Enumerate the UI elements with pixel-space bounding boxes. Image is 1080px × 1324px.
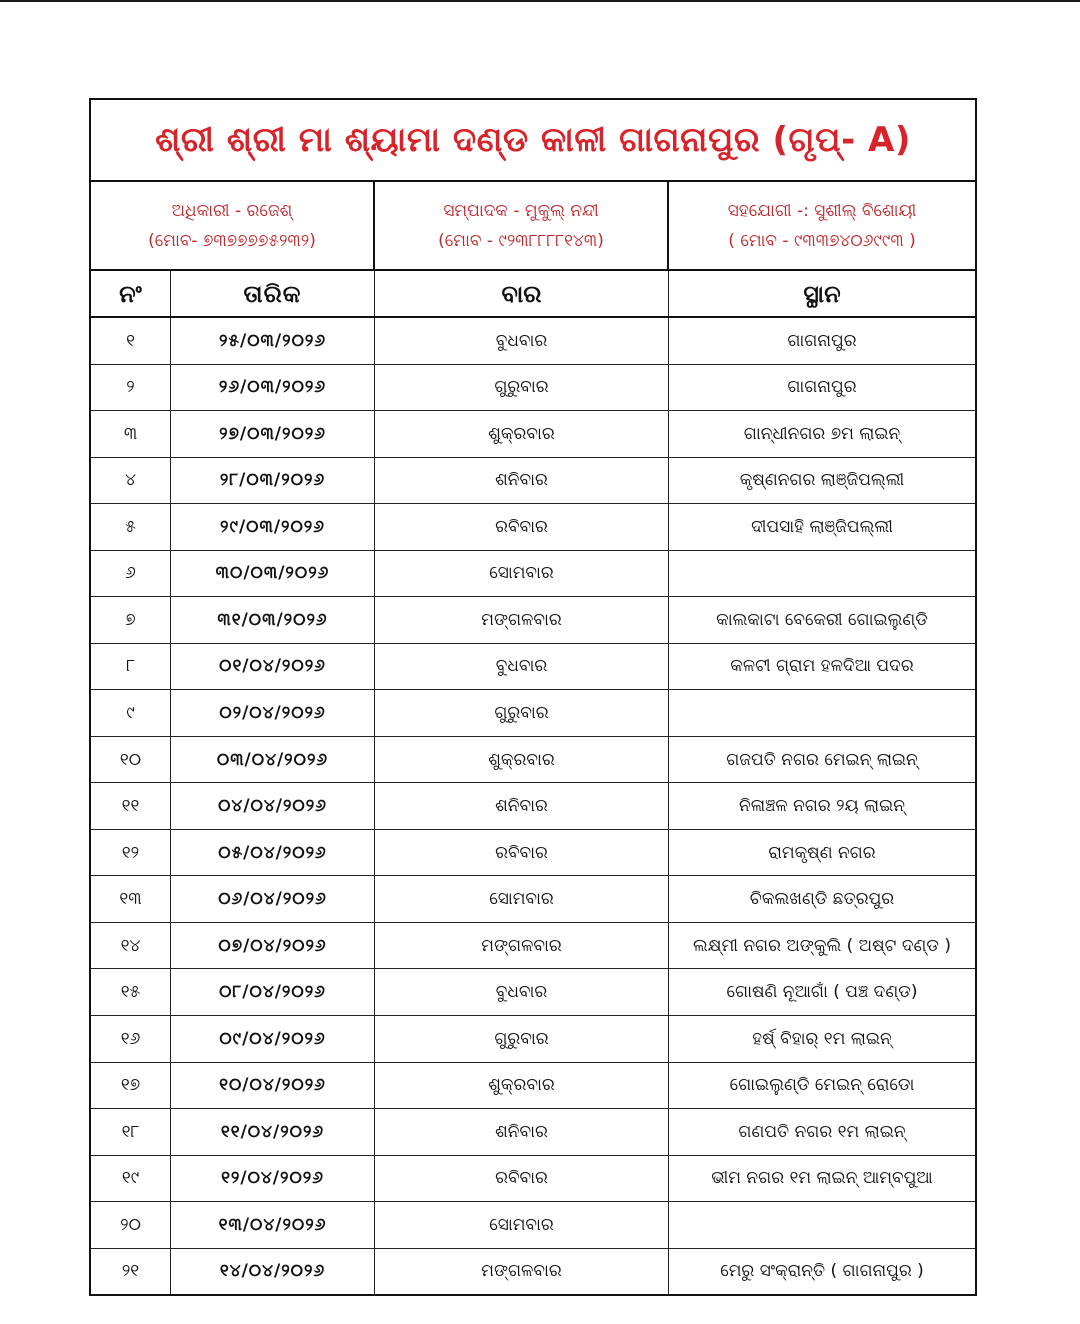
row-no: ୮ <box>91 644 171 690</box>
table-row <box>91 830 975 877</box>
top-border-line <box>0 0 1080 2</box>
official-sahayogi <box>669 182 975 269</box>
schedule-sheet <box>89 98 977 1296</box>
row-date: ୦୩/୦୪/୨୦୨୬ <box>171 737 375 783</box>
official-role: ଅଧିକାରୀ - ରଜେଶ୍ <box>171 200 293 221</box>
row-place: ଗାନ୍ଧୀନଗର ୭ମ ଲାଇନ୍ <box>743 423 901 444</box>
row-no: ୧୫ <box>91 969 171 1015</box>
row-day: ରବିବାର <box>375 504 669 550</box>
row-no: ୧୧ <box>91 783 171 829</box>
row-date: ୩୦/୦୩/୨୦୨୬ <box>171 551 375 597</box>
row-day: ସୋମବାର <box>375 876 669 922</box>
table-row <box>91 1249 975 1295</box>
row-day: ଶୁକ୍ରବାର <box>375 737 669 783</box>
row-place: ଗାଗନାପୁର <box>787 377 857 398</box>
row-date: ୦୮/୦୪/୨୦୨୬ <box>171 969 375 1015</box>
row-place: କୃଷ୍ଣନଗର ଲାଞ୍ଜିପଲ୍ଲୀ <box>739 470 905 491</box>
row-day: ଶନିବାର <box>375 783 669 829</box>
table-row <box>91 411 975 458</box>
row-day: ମଙ୍ଗଳବାର <box>375 1249 669 1295</box>
row-day: ଶନିବାର <box>375 1109 669 1155</box>
table-row <box>91 1016 975 1063</box>
row-date: ୨୬/୦୩/୨୦୨୬ <box>171 365 375 411</box>
row-place: ଗୋଷଣି ନୂଆଗାଁ ( ପଞ୍ଚ ଦଣ୍ଡ) <box>726 982 918 1003</box>
table-row <box>91 876 975 923</box>
table-row <box>91 923 975 970</box>
row-place <box>669 1202 975 1248</box>
row-no: ୧୯ <box>91 1156 171 1202</box>
row-date: ୦୭/୦୪/୨୦୨୬ <box>171 923 375 969</box>
table-row <box>91 644 975 691</box>
table-row <box>91 318 975 365</box>
table-header-row <box>91 271 975 318</box>
header-day: ବାର <box>375 271 669 316</box>
table-row <box>91 551 975 598</box>
official-role: ସମ୍ପାଦକ - ମୁକୁଲ୍ ନନ୍ଦୀ <box>443 200 599 221</box>
row-date: ୦୨/୦୪/୨୦୨୬ <box>171 690 375 736</box>
row-no: ୨୧ <box>91 1249 171 1295</box>
row-date: ୦୯/୦୪/୨୦୨୬ <box>171 1016 375 1062</box>
header-place: ସ୍ଥାନ <box>803 279 841 308</box>
row-no: ୫ <box>91 504 171 550</box>
row-no: ୧୪ <box>91 923 171 969</box>
table-row <box>91 737 975 784</box>
official-mobile: (ମୋବ - ୯୨୩୮୮୮୮୧୪୩) <box>438 230 604 251</box>
row-no: ୧୩ <box>91 876 171 922</box>
row-place: ହର୍ଷ୍ ବିହାର୍ ୧ମ ଲାଇନ୍ <box>752 1028 892 1049</box>
table-row <box>91 1156 975 1203</box>
row-date: ୨୯/୦୩/୨୦୨୬ <box>171 504 375 550</box>
row-no: ୧ <box>91 318 171 364</box>
row-place: ଗଣପତି ନଗର ୧ମ ଲାଇନ୍ <box>738 1121 906 1142</box>
table-row <box>91 458 975 505</box>
row-date: ୧୦/୦୪/୨୦୨୬ <box>171 1063 375 1109</box>
official-mobile: (ମୋବ- ୭୩୭୭୭୭୫୨୩୨) <box>148 230 316 251</box>
title-row <box>91 100 975 182</box>
row-date: ୧୧/୦୪/୨୦୨୬ <box>171 1109 375 1155</box>
schedule-table <box>91 271 975 1294</box>
official-mobile: ( ମୋବ - ୯୩୩୭୪୦୬୯୯୩ ) <box>728 230 916 251</box>
row-day: ବୁଧବାର <box>375 644 669 690</box>
row-date: ୨୫/୦୩/୨୦୨୬ <box>171 318 375 364</box>
row-date: ୧୨/୦୪/୨୦୨୬ <box>171 1156 375 1202</box>
header-date: ତାରିକ <box>171 271 375 316</box>
row-place: କାଲକାଟା ବେକେରୀ ଗୋଇଲୁଣ୍ଡି <box>716 609 928 630</box>
table-row <box>91 1063 975 1110</box>
row-place: ଚିକଲଖଣ୍ଡି ଛତ୍ରପୁର <box>749 889 895 910</box>
table-row <box>91 690 975 737</box>
row-no: ୨ <box>91 365 171 411</box>
row-day: ଗୁରୁବାର <box>375 690 669 736</box>
header-no: ନଂ <box>91 271 171 316</box>
row-no: ୬ <box>91 551 171 597</box>
row-date: ୦୧/୦୪/୨୦୨୬ <box>171 644 375 690</box>
row-place: ଗଜପତି ନଗର ମେଇନ୍ ଲାଇନ୍ <box>726 749 918 770</box>
row-date: ୦୬/୦୪/୨୦୨୬ <box>171 876 375 922</box>
row-day: ଶୁକ୍ରବାର <box>375 411 669 457</box>
row-day: ଶୁକ୍ରବାର <box>375 1063 669 1109</box>
table-row <box>91 1109 975 1156</box>
official-role: ସହଯୋଗୀ -: ସୁଶୀଲ୍ ବିଶୋୟୀ <box>727 200 917 221</box>
row-place <box>669 551 975 597</box>
row-place: କଳଟୀ ଗ୍ରାମ ହଳଦିଆ ପଦର <box>730 656 914 677</box>
table-row <box>91 365 975 412</box>
row-no: ୩ <box>91 411 171 457</box>
row-no: ୭ <box>91 597 171 643</box>
row-day: ରବିବାର <box>375 1156 669 1202</box>
row-place: ଲକ୍ଷ୍ମୀ ନଗର ଅଙ୍କୁଲି ( ଅଷ୍ଟ ଦଣ୍ଡ ) <box>692 935 952 956</box>
row-date: ୦୫/୦୪/୨୦୨୬ <box>171 830 375 876</box>
row-place <box>669 690 975 736</box>
row-place: ଗାଗନାପୁର <box>787 330 857 351</box>
officials-row <box>91 182 975 271</box>
row-place: ନିଳାଞ୍ଚଳ ନଗର ୨ୟ ଲାଇନ୍ <box>739 796 905 817</box>
table-row <box>91 597 975 644</box>
row-day: ସୋମବାର <box>375 1202 669 1248</box>
row-no: ୧୨ <box>91 830 171 876</box>
row-no: ୨୦ <box>91 1202 171 1248</box>
row-no: ୯ <box>91 690 171 736</box>
row-no: ୪ <box>91 458 171 504</box>
row-place: ଭୀମ ନଗର ୧ମ ଲାଇନ୍ ଆମ୍ବପୁଆ <box>711 1168 933 1189</box>
row-day: ଗୁରୁବାର <box>375 1016 669 1062</box>
row-no: ୧୦ <box>91 737 171 783</box>
row-day: ବୁଧବାର <box>375 318 669 364</box>
row-date: ୩୧/୦୩/୨୦୨୬ <box>171 597 375 643</box>
row-place: ରାମକୃଷ୍ଣ ନଗର <box>768 842 876 863</box>
row-place: ମେରୁ ସଂକ୍ରାନ୍ତି ( ଗାଗନାପୁର ) <box>720 1261 924 1282</box>
table-row <box>91 969 975 1016</box>
official-adhikari <box>91 182 375 269</box>
table-row <box>91 783 975 830</box>
row-day: ମଙ୍ଗଳବାର <box>375 923 669 969</box>
official-sampadak <box>375 182 669 269</box>
row-day: ଗୁରୁବାର <box>375 365 669 411</box>
page-title: ଶ୍ରୀ ଶ୍ରୀ ମା ଶ୍ୟାମା ଦଣ୍ଡ କାଳୀ ଗାଗନାପୁର (ଗୃପ୍- A) <box>155 120 911 160</box>
row-day: ବୁଧବାର <box>375 969 669 1015</box>
row-date: ୧୩/୦୪/୨୦୨୬ <box>171 1202 375 1248</box>
row-date: ୧୪/୦୪/୨୦୨୬ <box>171 1249 375 1295</box>
row-day: ସୋମବାର <box>375 551 669 597</box>
table-row <box>91 504 975 551</box>
row-no: ୧୬ <box>91 1016 171 1062</box>
row-no: ୧୭ <box>91 1063 171 1109</box>
row-date: ୦୪/୦୪/୨୦୨୬ <box>171 783 375 829</box>
row-date: ୨୮/୦୩/୨୦୨୬ <box>171 458 375 504</box>
table-row <box>91 1202 975 1249</box>
row-place: ଦୀପସାହି ଲାଞ୍ଜିପଲ୍ଲୀ <box>751 516 893 537</box>
row-day: ଶନିବାର <box>375 458 669 504</box>
row-date: ୨୭/୦୩/୨୦୨୬ <box>171 411 375 457</box>
row-no: ୧୮ <box>91 1109 171 1155</box>
row-day: ମଙ୍ଗଳବାର <box>375 597 669 643</box>
row-day: ରବିବାର <box>375 830 669 876</box>
row-place: ଗୋଇଲୁଣ୍ଡି ମେଇନ୍ ରୋଡୋ <box>729 1075 915 1096</box>
